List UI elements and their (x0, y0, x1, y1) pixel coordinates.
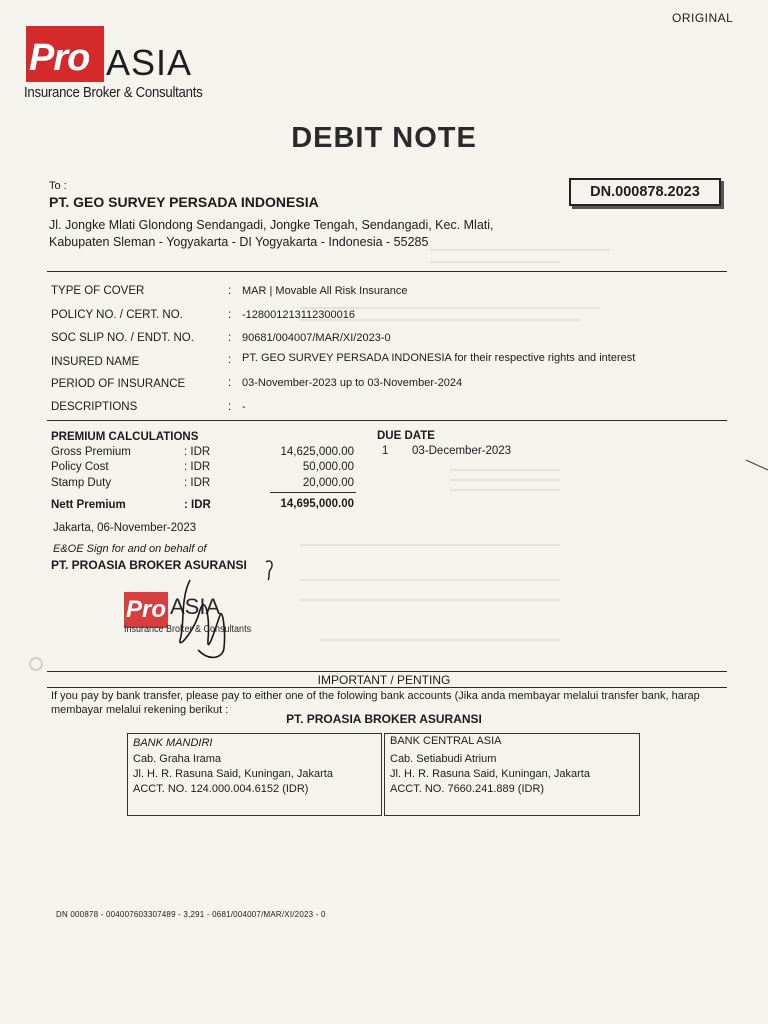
eoe-text: E&OE Sign for and on behalf of (53, 543, 207, 555)
premium-amount: 50,000.00 (302, 461, 354, 473)
premium-currency: : IDR (184, 477, 211, 489)
nett-premium-amount: 14,695,000.00 (280, 498, 354, 510)
premium-amount: 14,625,000.00 (280, 446, 354, 458)
nett-premium-label: Nett Premium (51, 499, 126, 511)
detail-colon: : (228, 377, 232, 389)
nett-premium-currency: : IDR (184, 499, 211, 511)
recipient-address: Jl. Jongke Mlati Glondong Sendangadi, Jongke Tengah, Sendangadi, Kec. Mlati, Kabupaten Sleman - Yogyakarta - DI Yogyakarta - Indonesia - 55285 (49, 218, 494, 249)
detail-label-descriptions: DESCRIPTIONS (51, 401, 138, 413)
original-mark: ORIGINAL (672, 11, 734, 25)
account-holder: PT. PROASIA BROKER ASURANSI (286, 712, 482, 726)
premium-label: Gross Premium (51, 446, 131, 458)
bank-name: BANK MANDIRI (133, 737, 213, 749)
detail-value-period: 03-November-2023 up to 03-November-2024 (242, 377, 463, 389)
to-label: To : (49, 180, 67, 192)
detail-label-type-of-cover: TYPE OF COVER (51, 285, 145, 297)
detail-colon: : (228, 401, 232, 413)
recipient-company: PT. GEO SURVEY PERSADA INDONESIA (49, 194, 319, 210)
detail-colon: : (228, 354, 232, 366)
detail-label-period: PERIOD OF INSURANCE (51, 378, 186, 390)
place-date: Jakarta, 06-November-2023 (53, 522, 197, 534)
bank-address: Jl. H. R. Rasuna Said, Kuningan, Jakarta (133, 768, 333, 780)
premium-currency: : IDR (184, 446, 211, 458)
premium-label: Policy Cost (51, 461, 109, 473)
logo-pro-text: Pro (29, 37, 90, 79)
bank-branch: Cab. Graha Irama (133, 753, 222, 765)
premium-amount: 20,000.00 (302, 477, 354, 489)
detail-label-policy-no: POLICY NO. / CERT. NO. (51, 309, 183, 321)
bank-name: BANK CENTRAL ASIA (390, 735, 502, 747)
detail-value-insured-name: PT. GEO SURVEY PERSADA INDONESIA for their respective rights and interest (242, 352, 636, 364)
document-title: DEBIT NOTE (291, 122, 477, 154)
payment-instruction: If you pay by bank transfer, please pay to either one of the folowing bank accounts (Jika anda membayar melalui transfer bank, harap membayar melalui rekening berikut : (51, 690, 700, 716)
debit-note-number: DN.000878.2023 (569, 178, 721, 206)
due-date-value: 03-December-2023 (412, 445, 512, 457)
detail-value-soc-slip: 90681/004007/MAR/XI/2023-0 (242, 332, 391, 344)
bank-account: ACCT. NO. 7660.241.889 (IDR) (390, 783, 545, 795)
bank-branch: Cab. Setiabudi Atrium (390, 753, 497, 765)
signatory-company: PT. PROASIA BROKER ASURANSI (51, 558, 247, 572)
bank-account: ACCT. NO. 124.000.004.6152 (IDR) (133, 783, 309, 795)
due-date-heading: DUE DATE (377, 430, 435, 442)
detail-colon: : (228, 332, 232, 344)
detail-label-soc-slip: SOC SLIP NO. / ENDT. NO. (51, 332, 194, 344)
stamp-tagline: Insurance Broker & Consultants (124, 624, 252, 635)
logo-tagline: Insurance Broker & Consultants (24, 84, 203, 101)
due-index: 1 (382, 445, 389, 457)
premium-currency: : IDR (184, 461, 211, 473)
detail-value-policy-no: -128001213112300016 (242, 309, 355, 321)
detail-label-insured-name: INSURED NAME (51, 356, 140, 368)
important-heading: IMPORTANT / PENTING (317, 673, 451, 687)
detail-value-descriptions: - (242, 401, 246, 413)
detail-colon: : (228, 285, 232, 297)
stamp-pro-text: Pro (126, 596, 167, 623)
logo-asia-text: ASIA (106, 42, 193, 83)
bank-address: Jl. H. R. Rasuna Said, Kuningan, Jakarta (390, 768, 590, 780)
detail-colon: : (228, 309, 232, 321)
detail-value-type-of-cover: MAR | Movable All Risk Insurance (242, 285, 408, 297)
footer-code: DN 000878 - 004007603307489 - 3,291 - 0681/004007/MAR/XI/2023 - 0 (56, 910, 326, 919)
premium-label: Stamp Duty (51, 477, 112, 489)
stamp-asia-text: ASIA (170, 594, 221, 619)
premium-heading: PREMIUM CALCULATIONS (51, 431, 199, 443)
